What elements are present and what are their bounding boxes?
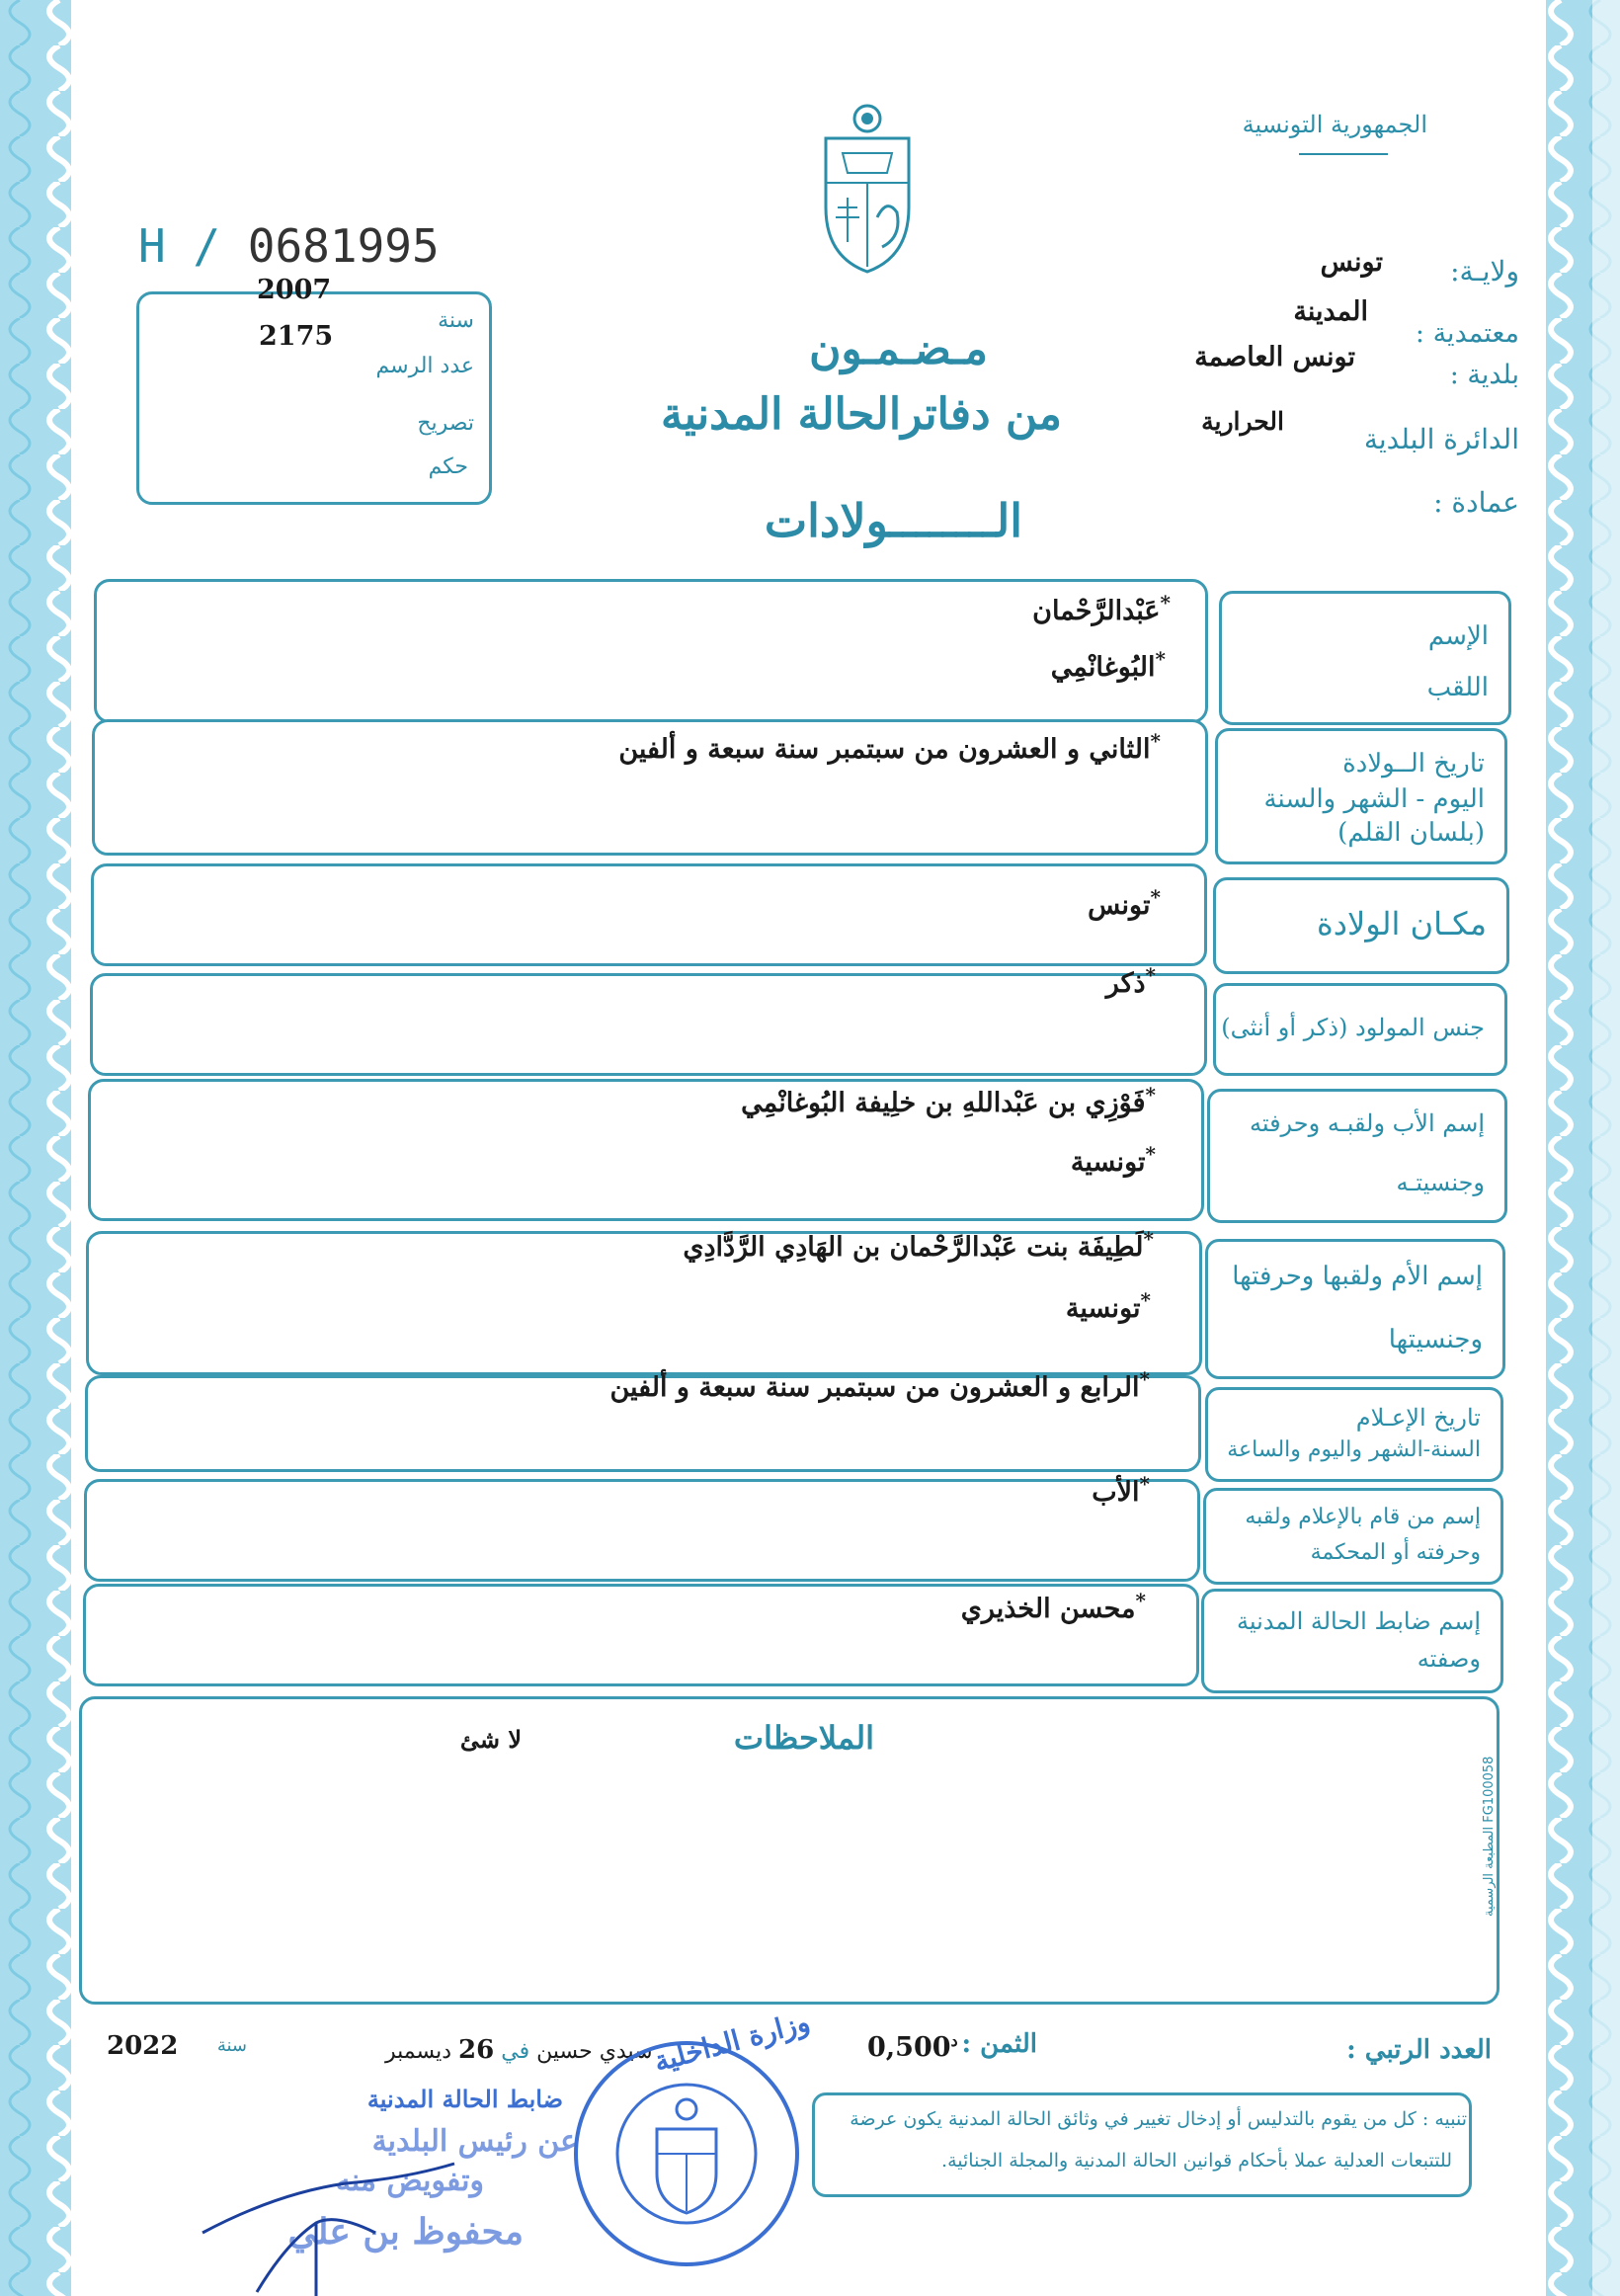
label-box <box>1207 1089 1507 1223</box>
wilaya-label: ولايـة: <box>1450 255 1519 287</box>
section-title: الــــــــولادات <box>764 494 1022 547</box>
signature <box>198 2124 494 2296</box>
republic-title: الجمهورية التونسية <box>1242 111 1427 138</box>
baladia-label: بلدية : <box>1449 360 1519 390</box>
price-value <box>867 2031 958 2063</box>
label-box <box>1201 1589 1503 1693</box>
value-birth-place: *تونس <box>1088 885 1161 921</box>
value-mother-nationality: *تونسية <box>1065 1288 1151 1324</box>
reg-label: عدد الرسم <box>375 354 474 378</box>
stamp-line1: عن رئيس البلدية <box>371 2124 578 2159</box>
label-birth-date: تاريخ الــولادة <box>1342 749 1485 779</box>
serial-value: 0681995 <box>247 219 440 273</box>
value-box <box>84 1479 1200 1582</box>
remarks-label: الملاحظات <box>733 1719 874 1757</box>
title-line1: مـضـمـون <box>809 324 988 374</box>
serial-number <box>138 219 440 273</box>
label-box <box>1213 877 1509 974</box>
value-father: *فَوْزِي بن عَبْداللهِ بن خلِيفة البُوغانْمِي <box>741 1083 1156 1118</box>
judgment-label: حكم <box>428 454 468 479</box>
moatamadia-label: معتمدية : <box>1415 318 1519 349</box>
value-surname: *البُوغانْمِي <box>1050 647 1166 683</box>
value-declaration-date: *الرابع و العشرون من سبتمبر سنة سبعة و ألفين <box>609 1367 1150 1403</box>
stamp-line2: وتفويض منه <box>335 2164 484 2198</box>
issue-year-label: سنة <box>216 2035 247 2056</box>
in-label: في <box>501 2039 530 2064</box>
label-box <box>1213 983 1507 1076</box>
issue-year: 2022 <box>107 2031 179 2061</box>
issue-place: سيدي حسين <box>536 2039 653 2064</box>
label-surname: اللقب <box>1426 673 1489 702</box>
republic-divider <box>1299 153 1388 155</box>
value-box <box>91 863 1207 966</box>
stamp-name: محفوظ بن علي <box>287 2211 524 2253</box>
label-sex: جنس المولود (ذكر أو أنثى) <box>1221 1014 1485 1041</box>
value-officer: *محسن الخذيري <box>960 1589 1146 1624</box>
label-box <box>1205 1387 1503 1482</box>
label-box <box>1205 1239 1505 1379</box>
printer-imprint: المطبعة الرسمية FG100058 <box>1482 1756 1497 1917</box>
label-in-words: (بلسان القلم) <box>1337 818 1485 848</box>
label-declaration-time: السنة-الشهر واليوم والساعة <box>1227 1437 1481 1462</box>
warning-line2: للتتبعات العدلية عملا بأحكام قوانين الحالة المدنية والمجلة الجنائية. <box>941 2150 1452 2172</box>
price-unit: د <box>950 2031 958 2050</box>
label-day-month-year: اليوم - الشهر والسنة <box>1263 784 1485 814</box>
warning-line1: تنبيه : كل من يقوم بالتدليس أو إدخال تغيير في وثائق الحالة المدنية يكون عرضة <box>850 2108 1467 2130</box>
label-officer: إسم ضابط الحالة المدنية <box>1237 1607 1481 1635</box>
label-officer-title: وصفته <box>1417 1645 1481 1673</box>
serial-order-label: العدد الرتبي : <box>1346 2035 1492 2065</box>
value-sex: *ذكر <box>1105 963 1156 999</box>
seal-text: وزارة الداخلية <box>650 2005 814 2079</box>
value-declarant: *الأب <box>1092 1472 1150 1508</box>
officer-title: ضابط الحالة المدنية <box>366 2085 563 2113</box>
year-value: 2007 <box>257 275 332 305</box>
wilaya-value: تونس <box>1320 247 1383 278</box>
serial-prefix: H / <box>138 219 221 273</box>
moatamadia-value: المدينة <box>1293 296 1368 327</box>
daira-label: الدائرة البلدية <box>1363 423 1519 455</box>
omada-label: عمادة : <box>1433 486 1519 519</box>
value-birth-date: *الثاني و العشرون من سبتمبر سنة سبعة و ألفين <box>618 729 1161 765</box>
year-label: سنة <box>438 308 474 333</box>
price-amount: 0,500 <box>867 2032 951 2063</box>
label-box <box>1215 728 1507 864</box>
issue-month: ديسمبر <box>385 2039 452 2064</box>
value-father-nationality: *تونسية <box>1070 1142 1156 1178</box>
label-birth-place: مكـان الولادة <box>1316 905 1487 943</box>
label-box <box>1203 1488 1503 1585</box>
label-father: إسم الأب ولقبـه وحرفته <box>1249 1109 1485 1137</box>
label-name: الإسم <box>1427 621 1489 651</box>
label-box <box>1219 591 1511 725</box>
label-declarant-profession: وحرفته أو المحكمة <box>1310 1540 1481 1565</box>
title-line2: من دفاترالحالة المدنية <box>661 389 1062 440</box>
label-mother: إسم الأم ولقبها وحرفتها <box>1232 1262 1483 1291</box>
remarks-value: لا شئ <box>459 1725 522 1754</box>
tunisia-coat-of-arms <box>818 99 917 277</box>
label-declaration-date: تاريخ الإعـلام <box>1355 1404 1481 1432</box>
official-seal <box>568 2035 805 2272</box>
label-nationality: وجنسيتـه <box>1396 1169 1485 1196</box>
value-name: *عَبْدالرَّحْمان <box>1032 591 1171 626</box>
reg-value: 2175 <box>259 321 334 352</box>
value-mother: *لَطِيفَة بنت عَبْدالرَّحْمان بن الهَادِي الرَّدَّادِي <box>683 1227 1154 1263</box>
daira-value: الحرارية <box>1201 407 1284 436</box>
label-declarant: إسم من قام بالإعلام ولقبه <box>1245 1505 1481 1529</box>
price-label: الثمن : <box>961 2029 1037 2059</box>
baladia-value: تونس العاصمة <box>1194 342 1355 372</box>
label-nationality: وجنسيتها <box>1388 1325 1483 1354</box>
declaration-label: تصريح <box>417 411 474 436</box>
value-box <box>90 973 1207 1076</box>
issue-day: 26 <box>458 2035 495 2065</box>
